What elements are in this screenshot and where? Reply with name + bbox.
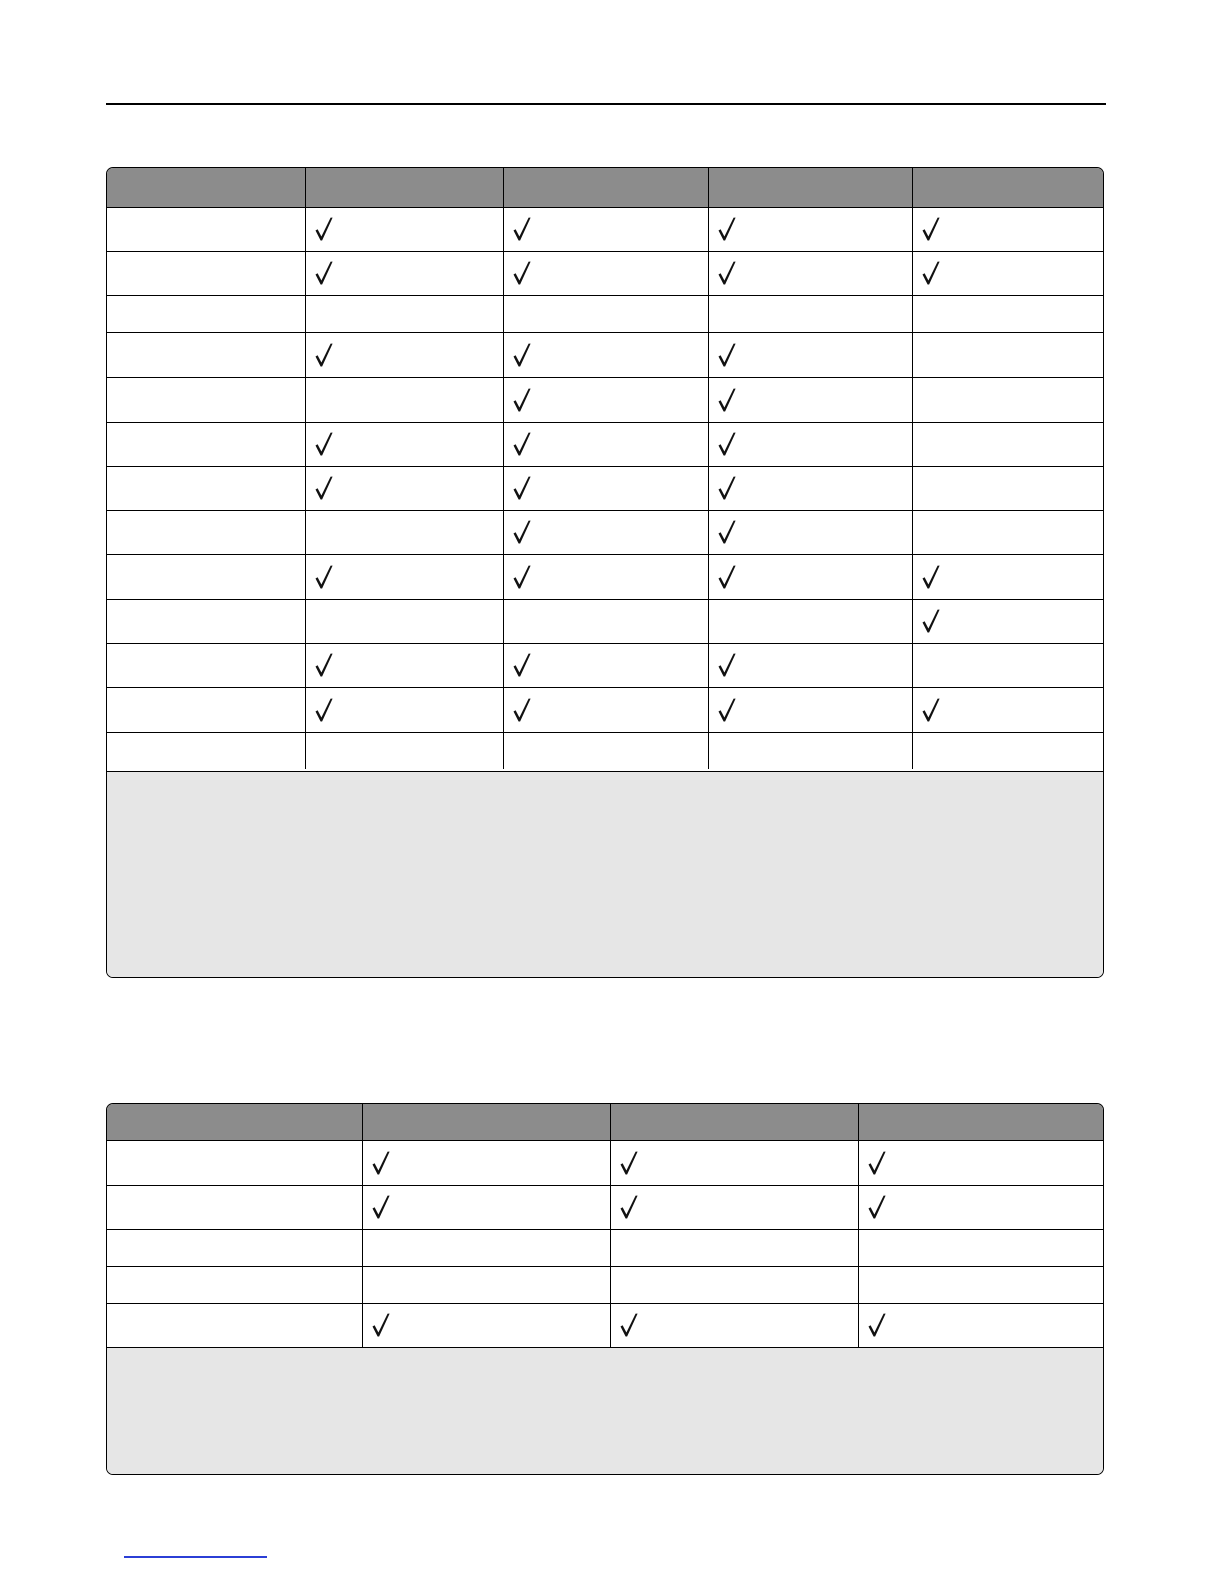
table-cell [503,207,708,251]
header-rule [106,103,1106,105]
row-label-cell [107,251,305,295]
row-label-cell [107,207,305,251]
table-row [107,1140,1104,1185]
checkmark-icon [921,260,941,286]
checkmark-icon [371,1150,391,1176]
table-cell [858,1185,1104,1229]
checkmark-icon [717,342,737,368]
table-cell [912,599,1104,643]
table-cell [708,687,912,732]
checkmark-icon [371,1312,391,1338]
table-cell [305,599,503,643]
row-label-cell [107,732,305,769]
checkmark-icon [512,387,532,413]
checkmark-icon [314,260,334,286]
table-cell [305,422,503,466]
table-cell [912,332,1104,377]
header-cell [858,1104,1104,1140]
checkmark-icon [867,1150,887,1176]
table-header-row [107,168,1104,207]
table-cell [362,1185,610,1229]
checkmark-icon [717,519,737,545]
checkmark-icon [512,216,532,242]
table-cell [610,1266,858,1303]
checkmark-icon [512,564,532,590]
table-cell [708,422,912,466]
checkmark-icon [717,652,737,678]
checkmark-icon [512,697,532,723]
table-body [107,1140,1104,1347]
row-label-cell [107,295,305,332]
table-cell [912,377,1104,422]
table-cell [305,295,503,332]
table-cell [912,643,1104,687]
table-cell [305,466,503,510]
table-cell [912,687,1104,732]
row-label-cell [107,510,305,554]
row-label-cell [107,554,305,599]
table-cell [503,377,708,422]
checkmark-icon [512,652,532,678]
table-cell [912,207,1104,251]
table-cell [912,554,1104,599]
table-row [107,332,1104,377]
table-notes [107,1347,1103,1474]
checkmark-icon [619,1312,639,1338]
table-cell [708,377,912,422]
checkmark-icon [314,652,334,678]
table-cell [708,732,912,769]
table-row [107,554,1104,599]
table-row [107,422,1104,466]
table-cell [858,1266,1104,1303]
table-cell [362,1140,610,1185]
table-row [107,377,1104,422]
table-cell [708,554,912,599]
table-cell [912,422,1104,466]
table-cell [708,510,912,554]
table-row [107,207,1104,251]
table-cell [305,332,503,377]
table-cell [305,554,503,599]
table-cell [610,1303,858,1347]
table-cell [912,466,1104,510]
checkmark-icon [619,1150,639,1176]
checkmark-icon [619,1194,639,1220]
table-cell [610,1229,858,1266]
table-cell [503,251,708,295]
row-label-cell [107,377,305,422]
table-cell [305,732,503,769]
footer-link[interactable] [124,1556,267,1558]
checkmark-icon [314,564,334,590]
table-cell [362,1229,610,1266]
checkmark-icon [717,260,737,286]
checkmark-icon [921,564,941,590]
table-cell [305,207,503,251]
table-cell [362,1266,610,1303]
row-label-cell [107,332,305,377]
table-cell [708,643,912,687]
checkmark-icon [867,1312,887,1338]
checkmark-icon [921,697,941,723]
table-row [107,687,1104,732]
table-cell [858,1140,1104,1185]
table-cell [305,687,503,732]
table-cell [708,599,912,643]
table-row [107,1303,1104,1347]
table-cell [503,295,708,332]
table-cell [610,1185,858,1229]
table-cell [708,251,912,295]
header-cell [610,1104,858,1140]
checkmark-icon [512,431,532,457]
table-cell [858,1303,1104,1347]
checkmark-icon [921,608,941,634]
checkmark-icon [314,697,334,723]
checkmark-icon [717,475,737,501]
table-cell [708,295,912,332]
table-cell [503,687,708,732]
table-cell [503,599,708,643]
row-label-cell [107,1229,362,1266]
table-cell [305,377,503,422]
table-row [107,295,1104,332]
table-cell [503,332,708,377]
checkmark-icon [314,475,334,501]
row-label-cell [107,1266,362,1303]
table-cell [912,251,1104,295]
table-cell [708,332,912,377]
table-cell [503,554,708,599]
table-row [107,1229,1104,1266]
table-cell [708,207,912,251]
header-cell [107,168,305,207]
table-cell [305,510,503,554]
table-row [107,643,1104,687]
table-row [107,251,1104,295]
table-cell [708,466,912,510]
table-cell [305,251,503,295]
checkmark-icon [512,475,532,501]
table-header-row [107,1104,1104,1140]
table-cell [503,422,708,466]
checkmark-icon [371,1194,391,1220]
checkmark-icon [717,431,737,457]
table-cell [362,1303,610,1347]
checkmark-icon [717,387,737,413]
table-row [107,732,1104,769]
row-label-cell [107,466,305,510]
checkmark-icon [867,1194,887,1220]
checkmark-icon [314,216,334,242]
table-row [107,466,1104,510]
table-cell [858,1229,1104,1266]
row-label-cell [107,599,305,643]
compatibility-table-2 [106,1103,1104,1475]
header-cell [912,168,1104,207]
table-cell [503,732,708,769]
header-cell [503,168,708,207]
checkmark-icon [314,342,334,368]
table-cell [503,643,708,687]
table-row [107,599,1104,643]
row-label-cell [107,1303,362,1347]
checkmark-icon [717,564,737,590]
compatibility-table-1 [106,167,1104,978]
row-label-cell [107,1140,362,1185]
checkmark-icon [921,216,941,242]
table-body [107,207,1104,769]
table-cell [610,1140,858,1185]
checkmark-icon [512,342,532,368]
header-cell [708,168,912,207]
checkmark-icon [717,216,737,242]
checkmark-icon [512,260,532,286]
table-row [107,1266,1104,1303]
header-cell [107,1104,362,1140]
table-cell [912,732,1104,769]
table-cell [503,510,708,554]
checkmark-icon [314,431,334,457]
row-label-cell [107,643,305,687]
table-cell [912,295,1104,332]
table-cell [305,643,503,687]
table-row [107,510,1104,554]
table-notes [107,771,1103,977]
checkmark-icon [717,697,737,723]
row-label-cell [107,422,305,466]
row-label-cell [107,687,305,732]
row-label-cell [107,1185,362,1229]
header-cell [305,168,503,207]
table-cell [503,466,708,510]
checkmark-icon [512,519,532,545]
table-row [107,1185,1104,1229]
header-cell [362,1104,610,1140]
table-cell [912,510,1104,554]
